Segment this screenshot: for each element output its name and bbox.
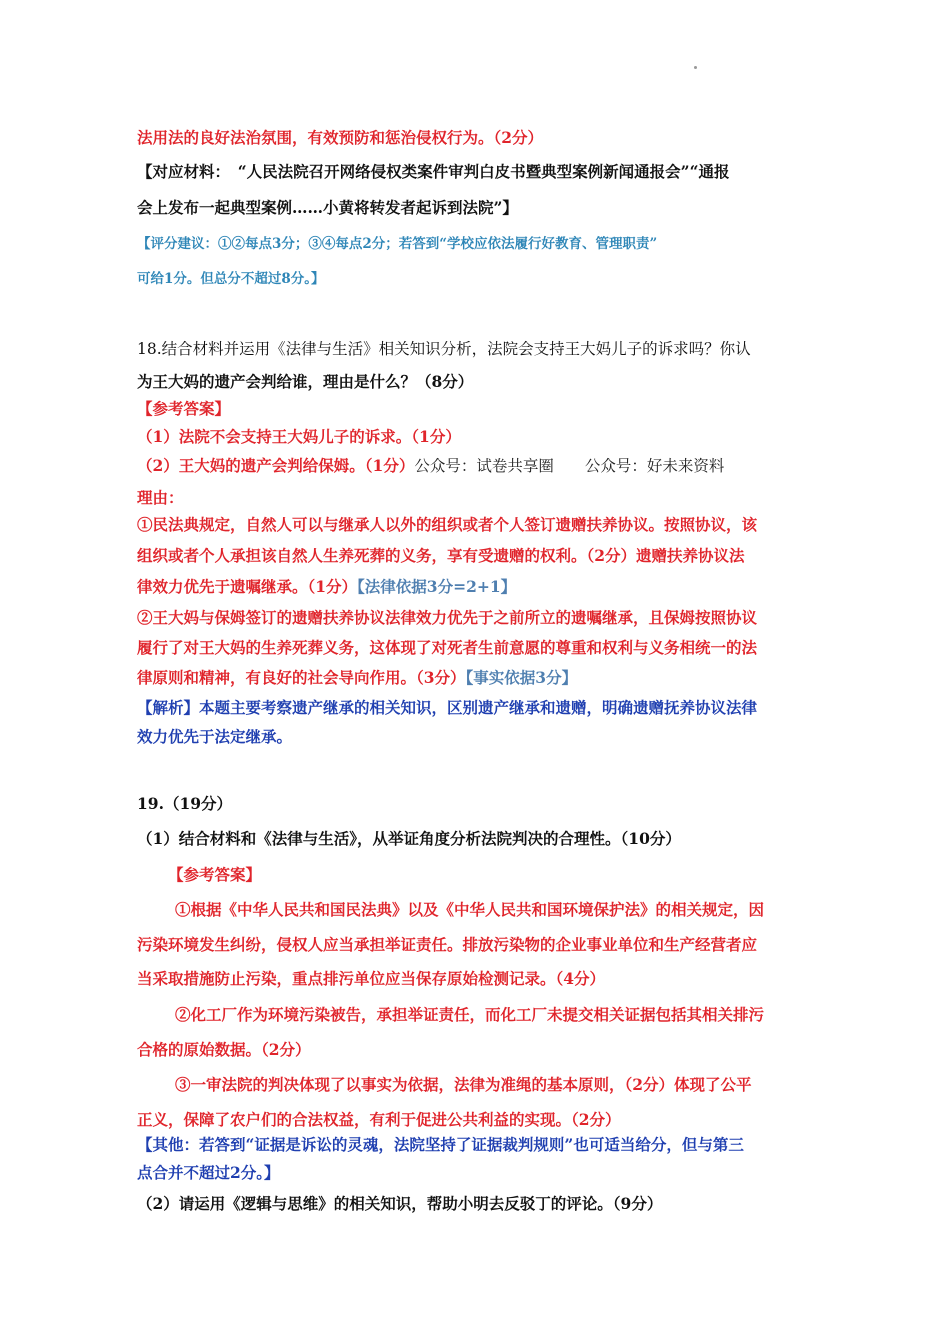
- q18-answer-1: （1）法院不会支持王大妈儿子的诉求。（1分）: [137, 427, 461, 446]
- q18-stem-line-1: 18.结合材料并运用《法律与生活》相关知识分析，法院会支持王大妈儿子的诉求吗？你认: [137, 340, 751, 358]
- q19-other-line-1: 【其他：若答到“证据是诉讼的灵魂，法院坚持了证据裁判规则”也可适当给分，但与第三: [137, 1135, 744, 1154]
- q18-reason-2-line-2: 履行了对王大妈的生养死葬义务，这体现了对死者生前意愿的尊重和权利与义务相统一的法: [137, 638, 758, 657]
- q19-answer-label: 【参考答案】: [168, 865, 262, 884]
- top-answer-tail: 法用法的良好法治氛围，有效预防和惩治侵权行为。（2分）: [137, 128, 544, 147]
- q18-answer-label: 【参考答案】: [137, 399, 231, 418]
- q19-part-1-stem: （1）结合材料和《法律与生活》，从举证角度分析法院判决的合理性。（10分）: [137, 829, 681, 848]
- q19-point-2-line-2: 合格的原始数据。（2分）: [137, 1040, 311, 1059]
- q18-reason-2-line-1: ②王大妈与保姆签订的遗赠扶养协议法律效力优先于之前所立的遗嘱继承，且保姆按照协议: [137, 608, 758, 627]
- q18-watermark-note: 公众号：试卷共享圈 公众号：好未来资料: [414, 457, 725, 475]
- q18-fact-basis-tag: 【事实依据3分】: [465, 668, 578, 687]
- q19-heading: 19.（19分）: [137, 794, 233, 813]
- q18-reason-1-line-3: 律效力优先于遗嘱继承。（1分）: [137, 577, 358, 596]
- scoring-suggestion-line-2: 可给1分。但总分不超过8分。】: [137, 271, 325, 287]
- q18-answer-2-row: [137, 455, 724, 477]
- q19-part-2-stem: （2）请运用《逻辑与思维》的相关知识，帮助小明去反驳丁的评论。（9分）: [137, 1194, 663, 1213]
- q18-reason-1-line-1: ①民法典规定，自然人可以与继承人以外的组织或者个人签订遗赠扶养协议。按照协议，该: [137, 515, 758, 534]
- q19-point-1-line-2: 污染环境发生纠纷，侵权人应当承担举证责任。排放污染物的企业事业单位和生产经营者应: [137, 935, 758, 954]
- q18-stem-line-2: 为王大妈的遗产会判给谁，理由是什么？（8分）: [137, 372, 474, 391]
- q18-reason-1-line-3-row: [137, 576, 516, 598]
- q19-point-1-line-1: ①根据《中华人民共和国民法典》以及《中华人民共和国环境保护法》的相关规定，因: [175, 900, 765, 919]
- q18-reason-1-line-2: 组织或者个人承担该自然人生养死葬的义务，享有受遗赠的权利。（2分）遗赠扶养协议法: [137, 546, 745, 565]
- q18-reason-2-line-3-row: [137, 667, 577, 689]
- corresponding-material-line-1: 【对应材料： “人民法院召开网络侵权类案件审判白皮书暨典型案例新闻通报会”“通报: [137, 162, 730, 181]
- decorative-dot: [694, 66, 697, 69]
- q18-reason-label: 理由：: [137, 488, 184, 507]
- q18-analysis-line-1: 【解析】本题主要考察遗产继承的相关知识，区别遗产继承和遗赠，明确遗赠抚养协议法律: [137, 698, 758, 717]
- q18-analysis-line-2: 效力优先于法定继承。: [137, 727, 293, 746]
- q19-point-3-line-2: 正义，保障了农户们的合法权益，有利于促进公共利益的实现。（2分）: [137, 1110, 621, 1129]
- q19-point-1-line-3: 当采取措施防止污染，重点排污单位应当保存原始检测记录。（4分）: [137, 969, 606, 988]
- q19-point-3-line-1: ③一审法院的判决体现了以事实为依据，法律为准绳的基本原则，（2分）体现了公平: [175, 1075, 752, 1094]
- q18-reason-2-line-3: 律原则和精神，有良好的社会导向作用。（3分）: [137, 668, 466, 687]
- scoring-suggestion-line-1: 【评分建议：①②每点3分；③④每点2分；若答到“学校应依法履行好教育、管理职责”: [137, 236, 658, 252]
- q19-point-2-line-1: ②化工厂作为环境污染被告，承担举证责任，而化工厂未提交相关证据包括其相关排污: [175, 1005, 765, 1024]
- corresponding-material-line-2: 会上发布一起典型案例……小黄将转发者起诉到法院”】: [137, 198, 518, 217]
- q18-legal-basis-tag: 【法律依据3分=2+1】: [357, 577, 517, 596]
- q18-answer-2: （2）王大妈的遗产会判给保姆。（1分）: [137, 456, 415, 475]
- q19-other-line-2: 点合并不超过2分。】: [137, 1163, 280, 1182]
